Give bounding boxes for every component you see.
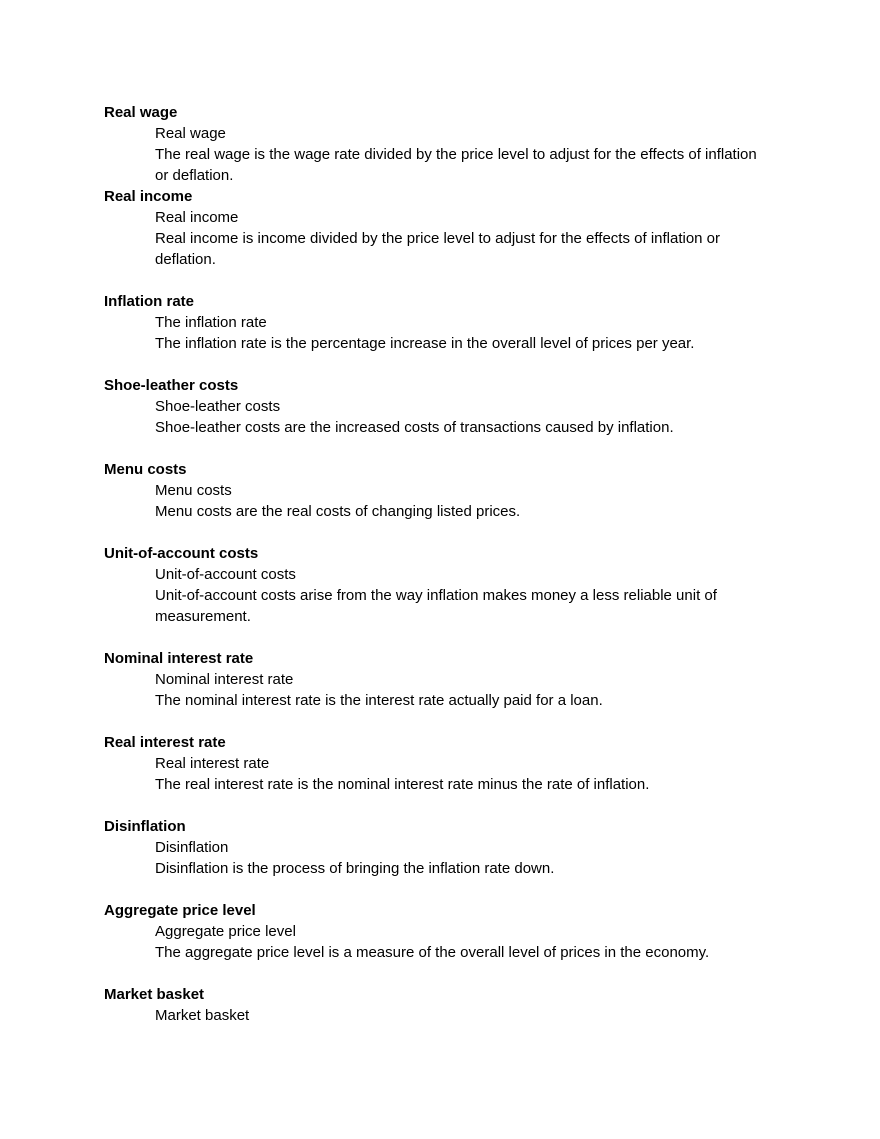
term-title: Shoe-leather costs [104, 377, 239, 394]
term-heading: Nominal interest rate [155, 671, 294, 688]
term-title: Market basket [104, 986, 205, 1003]
term-body [155, 921, 764, 963]
term-heading: Disinflation [155, 839, 229, 856]
term-heading: Market basket [155, 1007, 250, 1024]
term-title: Inflation rate [104, 293, 195, 310]
term-heading: Real wage [155, 125, 226, 142]
glossary-entry-real-interest-rate [104, 732, 764, 795]
term-definition: Unit-of-account costs arise from the way inflation makes money a less reliable unit of measurement. [155, 587, 717, 625]
term-definition: The real interest rate is the nominal interest rate minus the rate of inflation. [155, 776, 650, 793]
term-title: Disinflation [104, 818, 186, 835]
term-heading: Shoe-leather costs [155, 398, 281, 415]
term-title: Nominal interest rate [104, 650, 254, 667]
term-definition: Disinflation is the process of bringing the inflation rate down. [155, 860, 555, 877]
term-title: Real interest rate [104, 734, 226, 751]
glossary-entry-real-income [104, 186, 764, 270]
term-heading: The inflation rate [155, 314, 267, 331]
term-body [155, 1005, 764, 1026]
term-heading: Aggregate price level [155, 923, 296, 940]
glossary-entry-shoe-leather-costs [104, 375, 764, 438]
term-definition: The nominal interest rate is the interest rate actually paid for a loan. [155, 692, 603, 709]
term-heading: Menu costs [155, 482, 232, 499]
glossary-entry-inflation-rate [104, 291, 764, 354]
term-heading: Unit-of-account costs [155, 566, 296, 583]
term-definition: Menu costs are the real costs of changing listed prices. [155, 503, 521, 520]
term-definition: The aggregate price level is a measure of the overall level of prices in the economy. [155, 944, 710, 961]
glossary-entry-market-basket [104, 984, 764, 1026]
term-body [155, 207, 764, 270]
term-body [155, 753, 764, 795]
term-title: Unit-of-account costs [104, 545, 259, 562]
term-heading: Real income [155, 209, 239, 226]
glossary-entry-unit-of-account-costs [104, 543, 764, 627]
term-body [155, 396, 764, 438]
glossary-entry-disinflation [104, 816, 764, 879]
term-title: Real wage [104, 104, 178, 121]
glossary-entry-nominal-interest-rate [104, 648, 764, 711]
term-body [155, 669, 764, 711]
term-heading: Real interest rate [155, 755, 270, 772]
term-body [155, 564, 764, 627]
glossary-entry-aggregate-price-level [104, 900, 764, 963]
term-title: Aggregate price level [104, 902, 256, 919]
term-definition: The real wage is the wage rate divided by the price level to adjust for the effects of inflation or deflation. [155, 146, 757, 184]
term-title: Menu costs [104, 461, 187, 478]
term-title: Real income [104, 188, 193, 205]
glossary [104, 102, 764, 1026]
term-body [155, 480, 764, 522]
term-definition: Real income is income divided by the price level to adjust for the effects of inflation or deflation. [155, 230, 721, 268]
term-body [155, 123, 764, 186]
term-body [155, 837, 764, 879]
term-body [155, 312, 764, 354]
term-definition: Shoe-leather costs are the increased costs of transactions caused by inflation. [155, 419, 674, 436]
glossary-entry-menu-costs [104, 459, 764, 522]
glossary-entry-real-wage [104, 102, 764, 186]
term-definition: The inflation rate is the percentage increase in the overall level of prices per year. [155, 335, 695, 352]
